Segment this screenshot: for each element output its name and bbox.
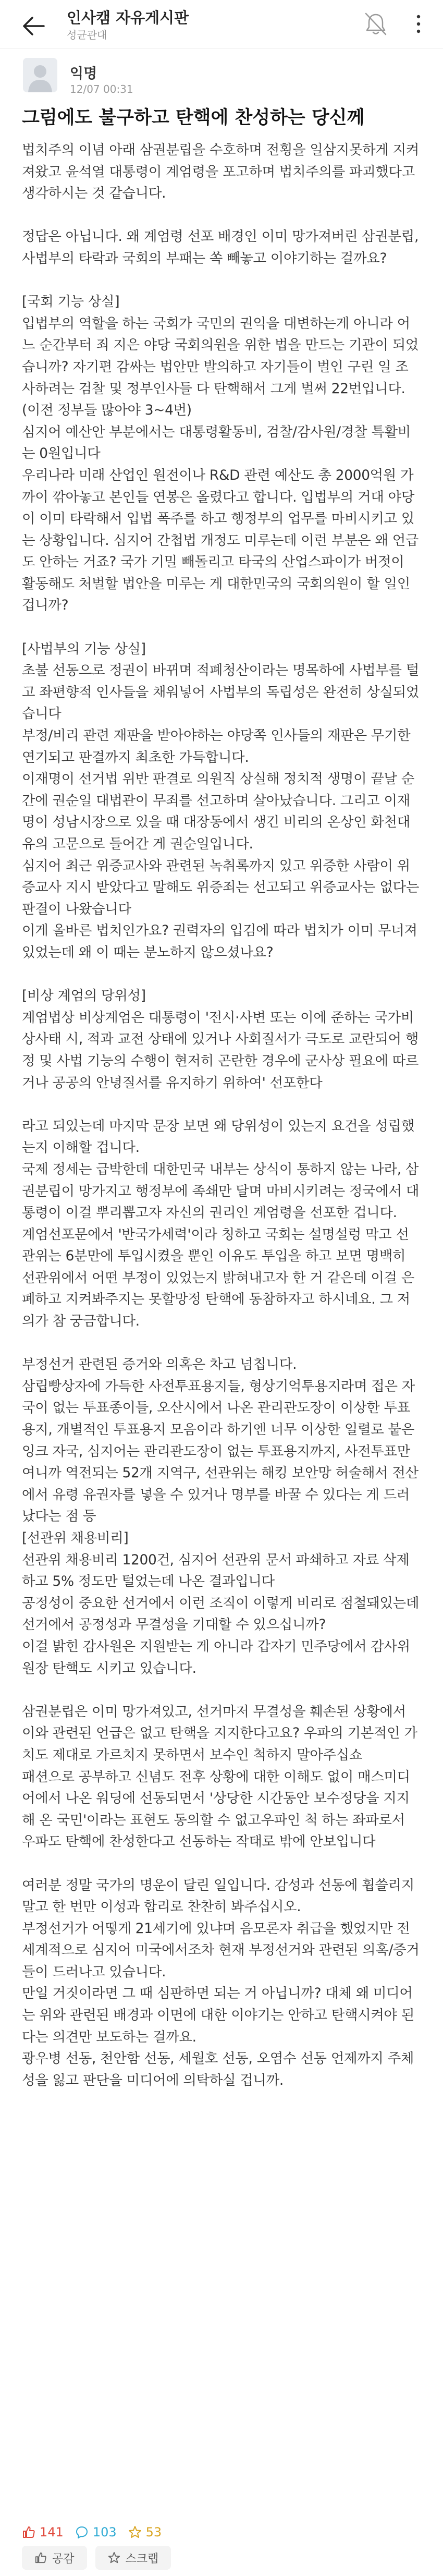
post-paragraph: [사법부의 기능 상실] 초불 선동으로 정권이 바뀌며 적폐청산이라는 명목하에 사법부를 털고 좌편향적 인사들을 채워넣어 사법부의 독립성은 완전히 상실되었습니다 부정/비리 관련 재판을 받아야하는 야당쪽 인사들의 재판은 무기한 연기되고 판결까지 최초한 가득합니다. 이재명이 선거법 위반 판결로 의원직 상실해 정치적 생명이 끝날 순간에 권순일 대법관이 무죄를 선고하며 살아났습니다. 그리고 이재명이 성남시장으로 있을 때 대장동에서 생긴 비리의 온상인 화천대유의 고문으로 들어간 게 권순일입니다. 심지어 최근 위증교사와 관련된 녹취록까지 있고 위증한 사람이 위증교사 지시 받았다고 말해도 위증죄는 선고되고 위증교사는 없다는 판결이 나왔습니다 이게 올바른 법치인가요? 권력자의 입김에 따라 법치가 이미 무너져 있었는데 왜 이 때는 분노하지 않으셨나요? — [22, 640, 420, 961]
thumbs-up-icon — [34, 2551, 47, 2564]
board-title-group — [67, 8, 189, 42]
post-author-row — [0, 48, 443, 106]
post-paragraph: 삼권분립은 이미 망가져있고, 선거마저 무결성을 훼손된 상황에서 이와 관련된 언급은 없고 탄핵을 지지한다고요? 우파의 기본적인 가치도 제대로 가르치지 못하면서 보수인 척하지 말아주십쇼 패션으로 공부하고 신념도 전후 상황에 대한 이해도 없이 매스미디어에서 나온 워딩에 선동되면서 '상당한 시간동안 보수정당을 지지해 온 국민'이라는 표현도 동의할 수 없고우파인 척 하는 좌파로서 우파도 탄핵에 찬성한다고 선동하는 작태로 밖에 안보입니다 — [22, 1703, 417, 1850]
back-arrow-icon[interactable] — [21, 16, 46, 37]
like-count-group — [22, 2525, 64, 2539]
post-paragraph: 정답은 아닙니다. 왜 계엄령 선포 배경인 이미 망가져버린 삼권분립, 사법부의 타락과 국회의 부패는 쏙 빼놓고 이야기하는 걸까요? — [22, 228, 419, 266]
default-avatar-icon — [23, 58, 57, 92]
comment-count: 103 — [92, 2525, 117, 2539]
star-icon — [108, 2551, 120, 2564]
post-title: 그럼에도 불구하고 탄핵에 찬성하는 당신께 — [22, 107, 365, 128]
post-paragraph: 여러분 정말 국가의 명운이 달린 일입니다. 감성과 선동에 휩쓸리지 말고 한 번만 이성과 합리로 찬찬히 봐주십시오. 부정선거가 어떻게 21세기에 있냐며 음모론자 취급을 했었지만 전세계적으로 심지어 미국에서조차 현재 부정선거와 관련된 의혹/증거들이 드러나고 있습니다. 만일 거짓이라면 그 때 심판하면 되는 거 아닙니까? 대체 왜 미디어는 위와 관련된 배경과 이면에 대한 이야기는 안하고 탄핵시켜야 된다는 의견만 보도하는 걸까요. 광우병 선동, 천안함 선동, 세월호 선동, 오염수 선동 언제까지 주체성을 잃고 판단을 미디어에 의탁하실 겁니까. — [22, 1877, 420, 2088]
like-count: 141 — [40, 2525, 64, 2539]
post-time: 12/07 00:31 — [70, 83, 133, 95]
board-title: 인사캠 자유게시판 — [67, 9, 189, 27]
scrap-button[interactable] — [95, 2546, 171, 2570]
comment-count-group — [75, 2525, 117, 2539]
comment-bubble-icon — [75, 2525, 89, 2539]
star-icon — [128, 2525, 142, 2539]
avatar — [23, 58, 57, 92]
bell-off-icon[interactable] — [364, 11, 388, 37]
post-paragraph: 법치주의 이념 아래 삼권분립을 수호하며 전횡을 일삼지못하게 지켜져왔고 윤석열 대통령이 계엄령을 포고하며 법치주의를 파괴했다고 생각하시는 것 같습니다. — [22, 142, 420, 202]
post-actions — [22, 2546, 171, 2573]
post-body — [22, 139, 421, 2455]
scrap-button-label: 스크랩 — [125, 2552, 159, 2566]
more-vertical-icon[interactable] — [414, 11, 423, 37]
post-paragraph: [국회 기능 상실] 입법부의 역할을 하는 국회가 국민의 권익을 대변하는게 아니라 어느 순간부터 죄 지은 야당 국회의원을 위한 법을 만드는 기관이 되었습니까? 자기편 감싸는 법안만 발의하고 자기들이 벌인 구린 일 조사하려는 검찰 및 정부인사들 다 탄핵해서 그게 벌써 22번입니다. (이전 정부들 많아야 3~4번) 심지어 예산안 부분에서는 대통령활동비, 검찰/감사원/경찰 특활비는 0원입니다 우리나라 미래 산업인 원전이나 R&D 관련 예산도 총 2000억원 가까이 깎아놓고 본인들 연봉은 올렸다고 합니다. 입법부의 거대 야당이 이미 타락해서 입법 폭주를 하고 행정부의 업무를 마비시키고 있는 상황입니다. 심지어 간첩법 개정도 미루는데 이런 부분은 왜 언급도 안하는 거죠? 국가 기밀 빼돌리고 타국의 산업스파이가 버젓이 활동해도 처벌할 법안을 미루는 게 대한민국의 국회의원이 할 일인겁니까? — [22, 294, 419, 614]
reaction-counts — [22, 2522, 173, 2543]
post-paragraph: [비상 계엄의 당위성] 계엄법상 비상계엄은 대통령이 '전시·사변 또는 이에 준하는 국가비상사태 시, 적과 교전 상태에 있거나 사회질서가 극도로 교란되어 행정 및 사법 기능의 수행이 현저히 곤란한 경우에 군사상 필요에 따르거나 공공의 안녕질서를 유지하기 위하여' 선포한다 — [22, 988, 419, 1091]
school-name: 성균관대 — [67, 29, 107, 41]
author-name: 익명 — [70, 66, 97, 82]
scrap-count-group — [128, 2525, 162, 2539]
like-button[interactable] — [22, 2546, 87, 2570]
like-button-label: 공감 — [52, 2552, 75, 2566]
thumbs-up-icon — [22, 2525, 35, 2539]
post-paragraph: 부정선거 관련된 증거와 의혹은 차고 넘칩니다. 삼립빵상자에 가득한 사전투표용지들, 형상기억투용지라며 접은 자국이 없는 투표종이들, 오산시에서 나온 관리관도장이 이상한 투표용지, 개별적인 투표용지 모음이라 하기엔 너무 이상한 일렬로 붙은 잉크 자국, 심지어는 관리관도장이 없는 투표용지까지, 사전투표만 여니까 역전되는 52개 지역구, 선관위는 해킹 보안망 허술해서 전산에서 유령 유권자를 넣을 수 있거나 명부를 바꿀 수 있다는 게 드러났다는 점 등 [선관위 채용비리] 선관위 채용비리 1200건, 심지어 선관위 문서 파쇄하고 자료 삭제하고 5% 정도만 털었는데 나온 결과입니다 공정성이 중요한 선거에서 이런 조직이 이렇게 비리로 점철돼있는데 선거에서 공정성과 무결성을 기대할 수 있으십니까? 이걸 밝힌 감사원은 지원받는 게 아니라 갑자기 민주당에서 감사위원장 탄핵도 시키고 있습니다. — [22, 1356, 420, 1676]
top-bar — [0, 0, 443, 48]
scrap-count: 53 — [145, 2525, 162, 2539]
post-paragraph: 라고 되있는데 마지막 문장 보면 왜 당위성이 있는지 요건을 성립했는지 이해할 겁니다. 국제 정세는 급박한데 대한민국 내부는 상식이 통하지 않는 나라, 삼권분립이 망가지고 행정부에 족쇄만 달며 마비시키려는 정국에서 대통령이 이걸 뿌리뽑고자 자신의 권리인 계엄령을 선포한 겁니다. 계엄선포문에서 '반국가세력'이라 칭하고 국회는 설명설렁 막고 선관위는 6분만에 투입시켰을 뿐인 이유도 투입을 하고 보면 명백히 선관위에서 어떤 부정이 있었는지 밝혀내고자 한 거 같은데 이걸 은폐하고 지켜봐주지는 못할망정 탄핵에 동참하자고 하시네요. 그 저의가 참 궁금합니다. — [22, 1117, 420, 1330]
